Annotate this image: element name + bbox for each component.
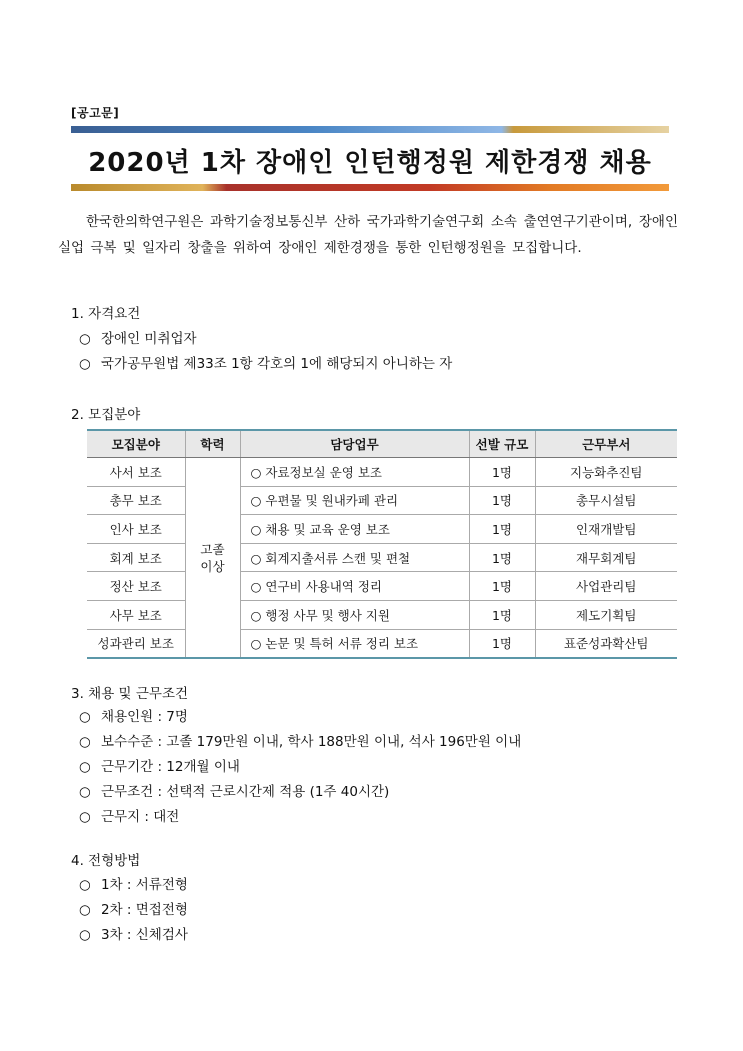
cell-dept: 사업관리팀 xyxy=(535,572,677,601)
cell-field: 총무 보조 xyxy=(87,486,185,515)
bullet-circle-icon: ○ xyxy=(79,927,91,943)
cell-count: 1명 xyxy=(469,458,535,487)
section-process-title: 4. 전형방법 xyxy=(71,853,141,869)
bullet-circle-icon: ○ xyxy=(79,709,91,725)
table-row xyxy=(87,543,677,572)
cell-duty: ○ 채용 및 교육 운영 보조 xyxy=(240,515,469,544)
cell-field: 성과관리 보조 xyxy=(87,629,185,658)
cell-count: 1명 xyxy=(469,600,535,629)
condition-item: ○ 채용인원 : 7명 xyxy=(79,709,188,725)
table-row xyxy=(87,572,677,601)
cell-dept: 지능화추진팀 xyxy=(535,458,677,487)
table-row xyxy=(87,486,677,515)
section-fields-title: 2. 모집분야 xyxy=(71,407,141,423)
cell-count: 1명 xyxy=(469,629,535,658)
section-conditions-title: 3. 채용 및 근무조건 xyxy=(71,686,189,702)
cell-count: 1명 xyxy=(469,572,535,601)
header-field: 모집분야 xyxy=(87,430,185,458)
cell-count: 1명 xyxy=(469,486,535,515)
cell-duty: ○ 회계지출서류 스캔 및 편철 xyxy=(240,543,469,572)
notice-tag: [공고문] xyxy=(71,106,120,120)
cell-field: 인사 보조 xyxy=(87,515,185,544)
bullet-circle-icon: ○ xyxy=(79,902,91,918)
cell-dept: 재무회계팀 xyxy=(535,543,677,572)
header-education: 학력 xyxy=(185,430,240,458)
cell-count: 1명 xyxy=(469,543,535,572)
bullet-circle-icon: ○ xyxy=(79,759,91,775)
bullet-circle-icon: ○ xyxy=(79,877,91,893)
cell-duty: ○ 자료정보실 운영 보조 xyxy=(240,458,469,487)
bullet-circle-icon: ○ xyxy=(79,331,91,347)
process-item: ○ 1차 : 서류전형 xyxy=(79,877,188,893)
qualification-item: ○ 장애인 미취업자 xyxy=(79,331,197,347)
table-row xyxy=(87,600,677,629)
cell-duty: ○ 연구비 사용내역 정리 xyxy=(240,572,469,601)
title-bottom-bar xyxy=(71,184,669,191)
cell-dept: 표준성과확산팀 xyxy=(535,629,677,658)
cell-duty: ○ 행정 사무 및 행사 지원 xyxy=(240,600,469,629)
cell-count: 1명 xyxy=(469,515,535,544)
bullet-circle-icon: ○ xyxy=(79,784,91,800)
cell-duty: ○ 우편물 및 원내카페 관리 xyxy=(240,486,469,515)
condition-item: ○ 근무지 : 대전 xyxy=(79,809,180,825)
cell-dept: 제도기획팀 xyxy=(535,600,677,629)
cell-dept: 인재개발팀 xyxy=(535,515,677,544)
condition-item: ○ 보수수준 : 고졸 179만원 이내, 학사 188만원 이내, 석사 196만원 이내 xyxy=(79,734,522,750)
bullet-circle-icon: ○ xyxy=(79,809,91,825)
cell-dept: 총무시설팀 xyxy=(535,486,677,515)
table-header-row xyxy=(87,430,677,458)
process-item: ○ 3차 : 신체검사 xyxy=(79,927,188,943)
cell-education: 고졸 이상 xyxy=(185,458,240,659)
cell-field: 사서 보조 xyxy=(87,458,185,487)
qualification-item: ○ 국가공무원법 제33조 1항 각호의 1에 해당되지 아니하는 자 xyxy=(79,356,453,372)
intro-paragraph: 한국한의학연구원은 과학기술정보통신부 산하 국가과학기술연구회 소속 출연연구기관이며, 장애인 실업 극복 및 일자리 창출을 위하여 장애인 제한경쟁을 통한 인턴행정원을 모집합니다. xyxy=(58,214,678,256)
condition-item: ○ 근무조건 : 선택적 근로시간제 적용 (1주 40시간) xyxy=(79,784,390,800)
cell-field: 사무 보조 xyxy=(87,600,185,629)
table-row xyxy=(87,458,677,487)
cell-field: 정산 보조 xyxy=(87,572,185,601)
header-duty: 담당업무 xyxy=(240,430,469,458)
section-qualifications-title: 1. 자격요건 xyxy=(71,306,141,322)
table-row xyxy=(87,515,677,544)
condition-item: ○ 근무기간 : 12개월 이내 xyxy=(79,759,240,775)
cell-duty: ○ 논문 및 특허 서류 정리 보조 xyxy=(240,629,469,658)
title-top-bar xyxy=(71,126,669,133)
process-item: ○ 2차 : 면접전형 xyxy=(79,902,188,918)
header-dept: 근무부서 xyxy=(535,430,677,458)
page-title: 2020년 1차 장애인 인턴행정원 제한경쟁 채용 xyxy=(88,148,652,178)
header-count: 선발 규모 xyxy=(469,430,535,458)
table-row xyxy=(87,629,677,658)
recruitment-table xyxy=(87,429,677,659)
cell-field: 회계 보조 xyxy=(87,543,185,572)
bullet-circle-icon: ○ xyxy=(79,356,91,372)
bullet-circle-icon: ○ xyxy=(79,734,91,750)
